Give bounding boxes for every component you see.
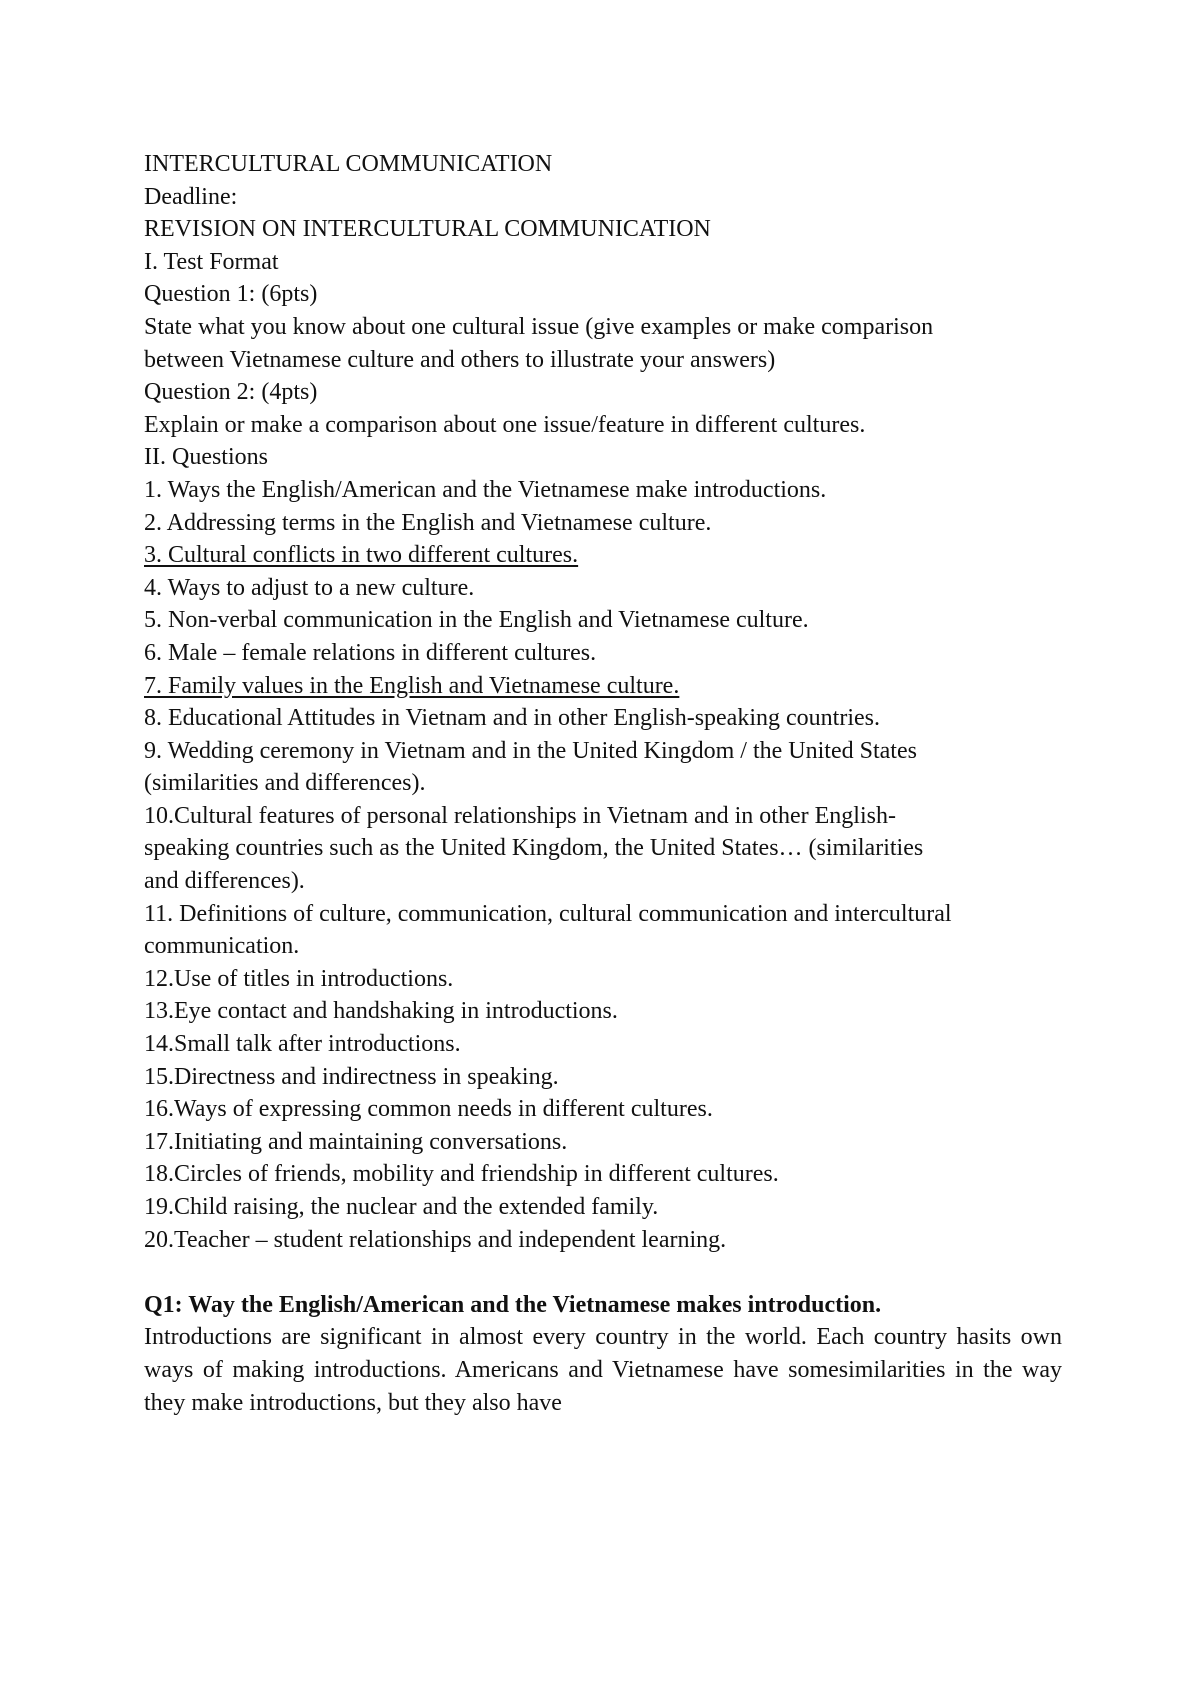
question-item: 9. Wedding ceremony in Vietnam and in the United Kingdom / the United States bbox=[144, 737, 917, 764]
question-item: 13.Eye contact and handshaking in introductions. bbox=[144, 998, 618, 1025]
question-item: 2. Addressing terms in the English and Vietnamese culture. bbox=[144, 509, 712, 536]
question-item-underlined: 7. Family values in the English and Vietnamese culture. bbox=[144, 672, 680, 699]
test-format-heading: I. Test Format bbox=[144, 248, 279, 275]
question-item: 4. Ways to adjust to a new culture. bbox=[144, 574, 475, 601]
question-item: 1. Ways the English/American and the Vietnamese make introductions. bbox=[144, 476, 827, 503]
question-item: 17.Initiating and maintaining conversations. bbox=[144, 1128, 568, 1155]
question-2-label: Question 2: (4pts) bbox=[144, 379, 318, 406]
question-item: 10.Cultural features of personal relationships in Vietnam and in other English- bbox=[144, 802, 896, 829]
question-1-text: State what you know about one cultural issue (give examples or make comparison bbox=[144, 313, 934, 340]
question-item: 8. Educational Attitudes in Vietnam and in other English-speaking countries. bbox=[144, 705, 880, 732]
question-1-text-continued: between Vietnamese culture and others to illustrate your answers) bbox=[144, 346, 776, 373]
question-item: 15.Directness and indirectness in speaking. bbox=[144, 1063, 559, 1090]
answer-body: Introductions are significant in almost every country in the world. Each country hasits own ways of making introductions. Americans and Vietnamese have somesimilarities in the way they make introductions, but they also have bbox=[144, 1324, 1062, 1416]
question-item: 19.Child raising, the nuclear and the extended family. bbox=[144, 1194, 659, 1220]
question-item: 5. Non-verbal communication in the English and Vietnamese culture. bbox=[144, 607, 809, 634]
paragraph-spacer bbox=[144, 1256, 1062, 1289]
question-1-label: Question 1: (6pts) bbox=[144, 281, 318, 308]
question-item: 16.Ways of expressing common needs in different cultures. bbox=[144, 1096, 713, 1123]
question-item: (similarities and differences). bbox=[144, 770, 426, 797]
question-item: 12.Use of titles in introductions. bbox=[144, 965, 454, 992]
question-item: speaking countries such as the United Kingdom, the United States… (similarities bbox=[144, 835, 924, 862]
deadline-label: Deadline: bbox=[144, 183, 238, 210]
question-item: 14.Small talk after introductions. bbox=[144, 1031, 461, 1058]
document-page bbox=[144, 148, 1062, 1419]
answer-heading: Q1: Way the English/American and the Vietnamese makes introduction. bbox=[144, 1291, 882, 1318]
question-item: communication. bbox=[144, 933, 300, 960]
questions-heading: II. Questions bbox=[144, 444, 268, 471]
question-item: 18.Circles of friends, mobility and friendship in different cultures. bbox=[144, 1161, 779, 1188]
course-title: INTERCULTURAL COMMUNICATION bbox=[144, 151, 553, 177]
question-item: 20.Teacher – student relationships and independent learning. bbox=[144, 1226, 727, 1253]
question-item: 11. Definitions of culture, communication, cultural communication and intercultural bbox=[144, 900, 952, 927]
question-item-underlined: 3. Cultural conflicts in two different cultures. bbox=[144, 542, 579, 569]
revision-title: REVISION ON INTERCULTURAL COMMUNICATION bbox=[144, 216, 711, 243]
question-item: and differences). bbox=[144, 868, 305, 895]
question-2-text: Explain or make a comparison about one issue/feature in different cultures. bbox=[144, 411, 866, 438]
question-item: 6. Male – female relations in different cultures. bbox=[144, 639, 597, 666]
